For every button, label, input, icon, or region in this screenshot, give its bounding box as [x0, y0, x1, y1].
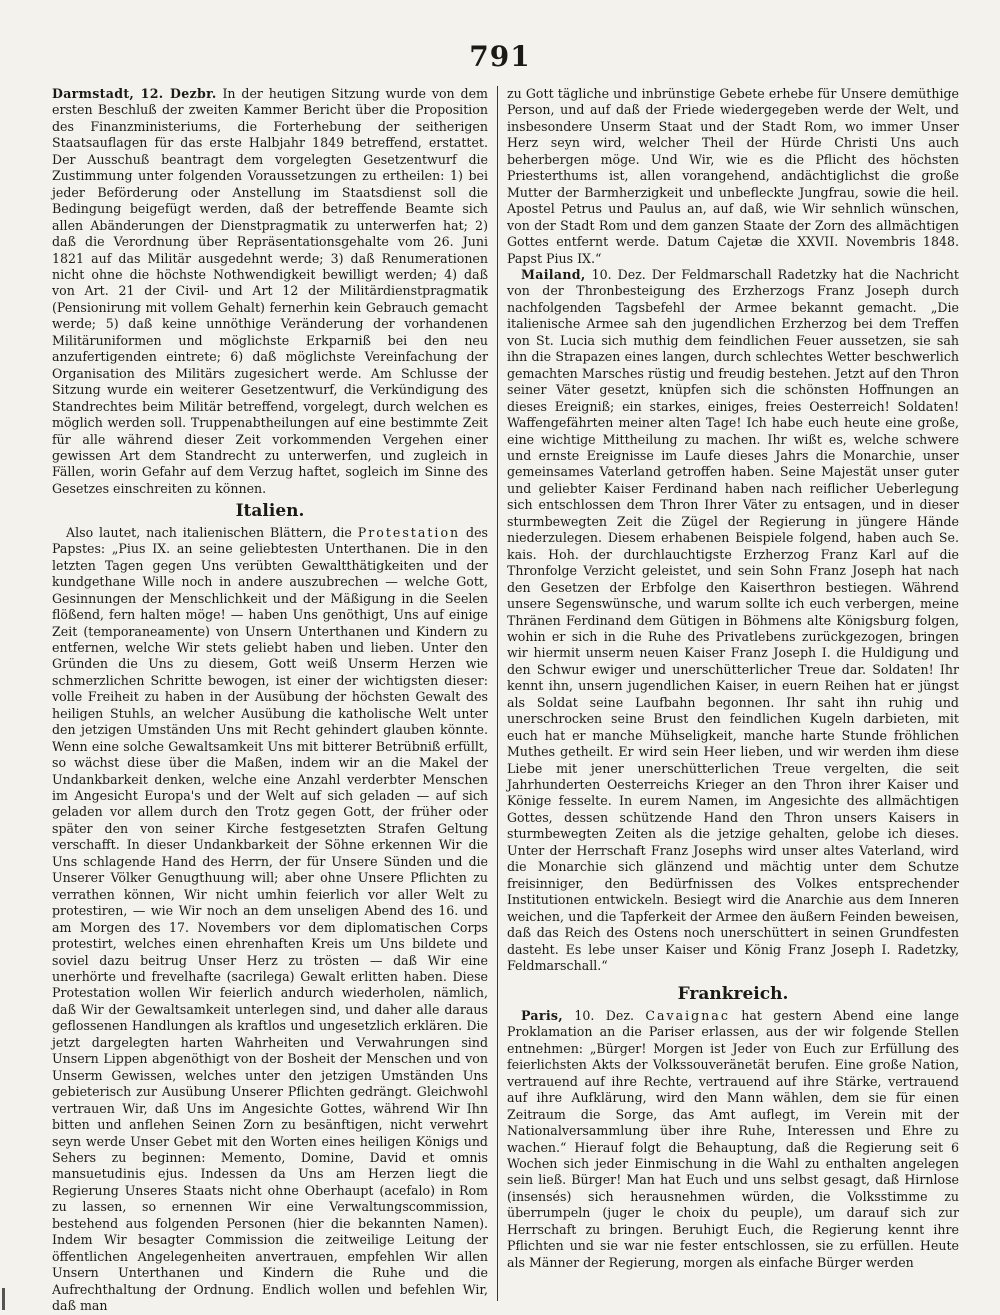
article-mailand: [507, 267, 959, 974]
dateline-darmstadt: Darmstadt, 12. Dezbr.: [52, 86, 217, 101]
article-paris: [507, 1008, 959, 1271]
right-column: [507, 86, 959, 1271]
article-darmstadt: [52, 86, 488, 497]
article-paris-body: hat gestern Abend eine lange Proklamation an die Pariser erlassen, aus der wir folgende Stellen entnehmen: „Bürger! Morgen ist Jeder von Euch zur Erfüllung des feierlichsten Akts der Volkssouveränetät berufen. Eine große Nation, vertrauend auf ihre Rechte, vertrauend auf ihre Stärke, vertrauend auf ihre Aufklärung, wird den Mann wählen, dem sie für einen Zeitraum die Sorge, das Amt auflegt, im Verein mit der Nationalversammlung über ihre Ruhe, Interessen und Ehre zu wachen.“ Hierauf folgt die Behauptung, daß die Regierung seit 6 Wochen sich jeder Einmischung in die Wahl zu enthalten angelegen sein ließ. Bürger! Man hat Euch und uns selbst gesagt, daß Hirnlose (insensés) sich herausnehmen würden, die Volksstimme zu überrumpeln (juger le choix du peuple), um darauf sich zur Herrschaft zu bringen. Beruhigt Euch, die Regierung kennt ihre Pflichten und sie war nie fester entschlossen, sie zu erfüllen. Heute als Männer der Regierung, morgen als einfache Bürger werden: [507, 1007, 959, 1270]
cavaignac-name: Cavaignac: [645, 1007, 730, 1023]
dateline-mailand: Mailand,: [521, 266, 586, 282]
article-mailand-body: 10. Dez. Der Feldmarschall Radetzky hat die Nachricht von der Thronbesteigung des Erzherzogs Franz Joseph durch nachfolgenden Tagsbefehl der Armee bekannt gemacht. „Die italienische Armee sah den jugendlichen Erzherzog bei dem Treffen von St. Lucia sich muthig dem feindlichen Feuer aussetzen, sie sah ihn die Strapazen eines langen, durch schlechtes Wetter beschwerlich gemachten Marsches rüstig und freudig bestehen. Jetzt auf den Thron seiner Väter gesetzt, knüpfen sich die schönsten Hoffnungen an dieses Ereigniß; ein starkes, einiges, freies Oesterreich! Soldaten! Waffengefährten meiner alten Tage! Ich habe euch heute eine große, eine wichtige Mittheilung zu machen. Ihr wißt es, welche schwere und ernste Ereignisse im Laufe dieses Jahrs die Monarchie, unser gemeinsames Vaterland getroffen haben. Seine Majestät unser guter und geliebter Kaiser Ferdinand haben nach reiflicher Ueberlegung sich entschlossen dem Thron Ihrer Väter zu entsagen, und in dieser sturmbewegten Zeit die Zügel der Regierung in jüngere Hände niederzulegen. Diesem erhabenen Beispiele folgend, haben auch Se. kais. Hoh. der durchlauchtigste Erzherzog Franz Karl auf die Thronfolge Verzicht geleistet, und sein Sohn Franz Joseph hat nach den Gesetzen der Erbfolge den Kaiserthron bestiegen. Während unsere Segenswünsche, und warum sollte ich euch verbergen, meine Thränen Ferdinand dem Gütigen in Böhmens alte Königsburg folgen, wohin er sich in die Ruhe des Privatlebens zurückgezogen, bringen wir hiermit unserm neuen Kaiser Franz Joseph I. die Huldigung und den Schwur ewiger und unerschütterlicher Treue dar. Soldaten! Ihr kennt ihn, unsern jugendlichen Kaiser, in euern Reihen hat er jüngst als Soldat seine Laufbahn begonnen. Ihr saht ihn ruhig und unerschrocken seine Brust den feindlichen Kugeln darbieten, mit euch hat er manche Mühseligkeit, manche harte Stunde fröhlichen Muthes getheilt. Er wird sein Heer lieben, und wir werden ihm diese Liebe mit jener unerschütterlichen Treue vergelten, die seit Jahrhunderten Oesterreichs Krieger an den Thron ihrer Kaiser und Könige fesselte. In eurem Namen, im Angesichte des allmächtigen Gottes, dessen schützende Hand den Thron unsers Kaisers in sturmbewegten Zeiten als die jetzige gehalten, gelobe ich dieses. Unter der Herrschaft Franz Josephs wird unser altes Vaterland, wird die Monarchie sich glänzend und mächtig unter dem Schutze freisinniger, den Bedürfnissen des Volkes entsprechender Institutionen entwickeln. Besiegt wird die Anarchie aus dem Inneren weichen, und die Tapferkeit der Armee den äußern Feinden beweisen, daß das Reich des Ostens noch unerschüttert in seinen Grundfesten dasteht. Es lebe unser Kaiser und König Franz Joseph I. Radetzky, Feldmarschall.“: [507, 266, 959, 974]
article-darmstadt-body: In der heutigen Sitzung wurde von dem ersten Beschluß der zweiten Kammer Bericht über die Proposition des Finanzministeriums, die Forterhebung der seitherigen Staatsauflagen für das erste Halbjahr 1849 betreffend, erstattet. Der Ausschuß beantragt dem vorgelegten Gesetzentwurf die Zustimmung unter folgenden Voraussetzungen zu ertheilen: 1) bei jeder Beförderung oder Anstellung im Staatsdienst soll die Bedingung beigefügt werden, daß der betreffende Beamte sich allen Abänderungen der Dienstpragmatik zu unterwerfen hat; 2) daß die Verordnung über Repräsentationsgehalte vom 26. Juni 1821 auf das Militär ausgedehnt werde; 3) daß Renumerationen nicht ohne die höchste Nothwendigkeit bewilligt werden; 4) daß von Art. 21 der Civil- und Art 12 der Militärdienstpragmatik (Pensionirung mit vollem Gehalt) fernerhin kein Gebrauch gemacht werde; 5) daß keine unnöthige Veränderung der vorhandenen Militäruniformen und möglichste Erkparniß bei den neu anzufertigenden eintrete; 6) daß möglichste Vereinfachung der Organisation des Militärs zugesichert werde. Am Schlusse der Sitzung wurde ein weiterer Gesetzentwurf, die Verkündigung des Standrechtes beim Militär betreffend, vorgelegt, durch welchen es möglich werden soll. Truppenabtheilungen auf eine bestimmte Zeit für alle während dieser Zeit vorkommenden Vergehen einer gewissen Art dem Standrecht zu unterwerfen, und zugleich in Fällen, worin Gefahr auf dem Verzug haftet, sogleich im Sinne des Gesetzes einschreiten zu können.: [52, 86, 488, 496]
article-italien-body: des Papstes: „Pius IX. an seine geliebtesten Unterthanen. Die in den letzten Tagen gegen Uns verübten Gewaltthätigkeiten und der kundgethane Wille noch in andere auszubrechen — welche Gott, Gesinnungen der Menschlichkeit und der Mäßigung in die Seelen flößend, fern halten möge! — haben Uns genöthigt, Uns auf einige Zeit (temporaneamente) von Unsern Unterthanen und Kindern zu entfernen, welche Wir stets geliebt haben und lieben. Unter den Gründen die Uns zu diesem, Gott weiß Unserm Herzen wie schmerzlichen Schritte bewogen, ist einer der wichtigsten dieser: volle Freiheit zu haben in der Ausübung der höchsten Gewalt des heiligen Stuhls, an welcher Ausübung die katholische Welt unter den jetzigen Umständen Uns mit Recht gehindert glauben könnte. Wenn eine solche Gewaltsamkeit Uns mit bitterer Betrübniß erfüllt, so wächst diese über die Maßen, indem wir an die Makel der Undankbarkeit denken, welche eine Anzahl verderbter Menschen im Angesicht Europa's und der Welt auf sich geladen — auf sich geladen vor allem durch den Trotz gegen Gott, der früher oder später den von seiner Kirche festgesetzten Strafen Geltung verschafft. In dieser Undankbarkeit der Söhne erkennen Wir die Uns schlagende Hand des Herrn, der für Unsere Sünden und die Unserer Völker Genugthuung will; aber ohne Unsere Pflichten zu verrathen können, Wir nicht umhin feierlich vor aller Welt zu protestiren, — wie Wir noch an dem unseligen Abend des 16. und am Morgen des 17. Novembers vor dem diplomatischen Corps protestirt, welches einen ehrenhaften Kreis um Uns bildete und soviel dazu beitrug Unser Herz zu trösten — daß Wir eine unerhörte und frevelhafte (sacrilega) Gewalt erlitten haben. Diese Protestation wollen Wir feierlich andurch wiederholen, nämlich, daß Wir der Gewaltsamkeit unterlegen sind, und daher alle daraus geflossenen Handlungen als kraftlos und ungesetzlich erklären. Die jetzt dargelegten harten Wahrheiten und Verwahrungen sind Unsern Lippen abgenöthigt von der Bosheit der Menschen und von Unserm Gewissen, welches unter den jetzigen Umständen Uns gebieterisch zur Ausübung Unserer Pflichten gedrängt. Gleichwohl vertrauen Wir, daß Uns im Angesichte Gottes, während Wir Ihn bitten und anflehen Seinen Zorn zu besänftigen, nicht verwehrt seyn werde Unser Gebet mit den Worten eines heiligen Königs und Sehers zu beginnen: Memento, Domine, David et omnis mansuetudinis ejus. Indessen da Uns am Herzen liegt die Regierung Unseres Staats nicht ohne Oberhaupt (acefalo) in Rom zu lassen, so ernennen Wir eine Verwaltungscommission, bestehend aus folgenden Personen (hier die bekannten Namen). Indem Wir besagter Commission die zeitweilige Leitung der öffentlichen Angelegenheiten anvertrauen, empfehlen Wir allen Unsern Unterthanen und Kindern die Ruhe und die Aufrechthaltung der Ordnung. Endlich wollen und befehlen Wir, daß man: [52, 524, 488, 1314]
section-heading-frankreich: Frankreich.: [677, 984, 789, 1005]
page-number: 791: [469, 40, 531, 73]
protestation-word: Protestation: [357, 524, 461, 540]
column-divider: [497, 86, 498, 1301]
dateline-paris: Paris,: [521, 1007, 563, 1023]
left-column: [52, 86, 488, 1315]
article-italien-continued: zu Gott tägliche und inbrünstige Gebete erhebe für Unsere demüthige Person, und auf daß der Friede wiedergegeben werde der Welt, und insbesondere Unserm Staat und der Stadt Rom, wo immer Unser Herz seyn wird, welcher Theil der Hürde Christi Uns auch beherbergen möge. Und Wir, wie es die Pflicht des höchsten Priesterthums ist, allen vorangehend, andächtiglichst die große Mutter der Barmherzigkeit und unbefleckte Jungfrau, sowie die heil. Apostel Petrus und Paulus an, auf daß, wie Wir sehnlich wünschen, von der Stadt Rom und dem ganzen Staate der Zorn des allmächtigen Gottes entfernt werde. Datum Cajetæ die XXVII. Novembris 1848. Papst Pius IX.“: [507, 86, 959, 266]
paris-date: 10. Dez.: [574, 1007, 634, 1023]
article-italien-intro: Also lautet, nach italienischen Blättern, die: [66, 524, 352, 540]
section-heading-italien: Italien.: [235, 501, 305, 522]
article-italien: [52, 525, 488, 1315]
page-edge-mark: [2, 1288, 5, 1310]
